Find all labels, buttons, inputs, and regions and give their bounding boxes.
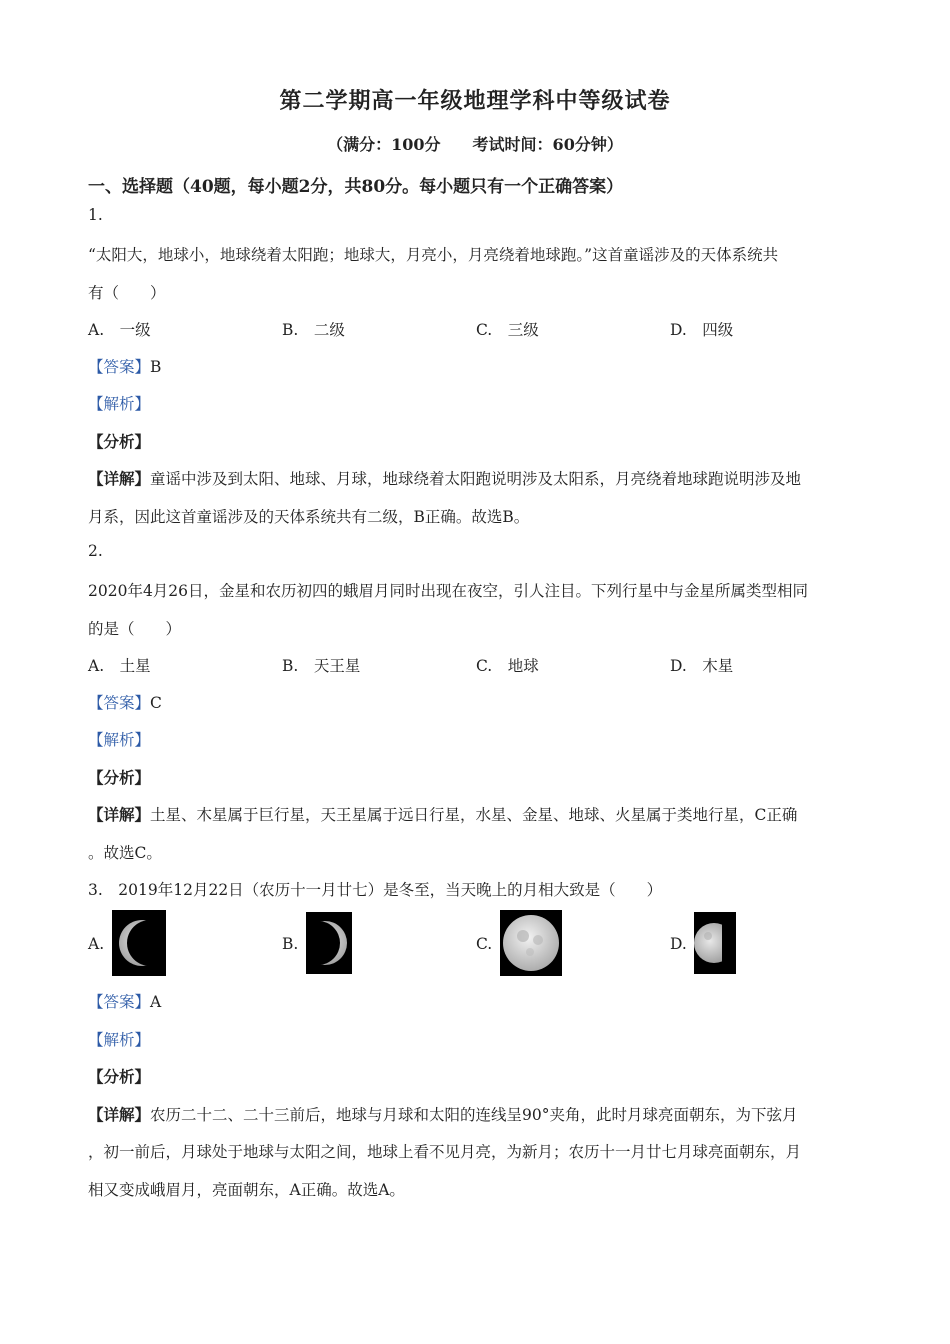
q1-option-c: C. 三级 [476,321,539,339]
q1-detail-text1: 童谣中涉及到太阳、地球、月球，地球绕着太阳跑说明涉及太阳系，月亮绕着地球跑说明涉及地 [150,470,802,488]
moon-crescent-west-image [306,912,352,974]
moon-gibbous-icon [694,912,736,974]
q2-option-d: D. 木星 [670,657,734,675]
q1-option-b: B. 二级 [282,321,345,339]
moon-full-image [500,910,562,976]
q3-detail-text1: 农历二十二、二十三前后，地球与月球和太阳的连线呈90°夹角，此时月球亮面朝东，为下弦月 [150,1106,798,1124]
q2-number: 2. [88,542,103,560]
moon-crescent-west-icon [306,912,352,974]
moon-full-icon [500,910,562,976]
q1-stem-line2: 有（ ） [88,284,166,302]
q2-stem-line1: 2020年4月26日，金星和农历初四的蛾眉月同时出现在夜空，引人注目。下列行星中与金星所属类型相同 [88,582,809,600]
moon-crescent-east-icon [112,910,166,976]
q2-option-b: B. 天王星 [282,657,361,675]
q1-stem-line1: “太阳大，地球小，地球绕着太阳跑；地球大，月亮小，月亮绕着地球跑。”这首童谣涉及的天体系统共 [88,246,779,264]
q2-option-c: C. 地球 [476,657,539,675]
q3-answer-value: A [150,993,162,1011]
moon-crescent-east-image [112,910,166,976]
q1-detail-label: 【详解】 [88,469,151,488]
q1-answer-value: B [150,358,162,376]
q1-answer-label: 【答案】 [88,358,151,376]
q1-fenxi-label: 【分析】 [88,432,151,451]
q3-detail-line2: ，初一前后，月球处于地球与太阳之间，地球上看不见月亮，为新月；农历十一月廿七月球亮面朝东，月 [88,1143,802,1161]
q3-analysis-label: 【解析】 [88,1031,151,1049]
q3-detail-line3: 相又变成峨眉月，亮面朝东，A正确。故选A。 [88,1181,405,1199]
q3-detail-line1 [88,1103,798,1125]
q2-detail-line2: 。故选C。 [88,844,162,862]
q1-detail-line1 [88,467,801,489]
q3-option-d: D. [670,935,687,953]
q2-analysis-label: 【解析】 [88,731,151,749]
q1-option-d: D. 四级 [670,321,734,339]
q2-detail-line1 [88,803,797,825]
q1-option-a: A. 一级 [88,321,151,339]
q3-option-c: C. [476,935,493,953]
q2-detail-label: 【详解】 [88,805,151,824]
q2-fenxi-label: 【分析】 [88,768,151,787]
exam-title: 第二学期高一年级地理学科中等级试卷 [279,88,671,114]
q2-detail-text1: 土星、木星属于巨行星，天王星属于远日行星，水星、金星、地球、火星属于类地行星，C正确 [150,806,798,824]
q1-analysis-label: 【解析】 [88,395,151,413]
q3-stem-line1: 3. 2019年12月22日（农历十一月廿七）是冬至，当天晚上的月相大致是（ ） [88,881,663,899]
q2-answer-row [88,691,162,713]
q2-answer-label: 【答案】 [88,694,151,712]
q1-number: 1. [88,206,103,224]
section-heading: 一、选择题（40题，每小题2分，共80分。每小题只有一个正确答案） [88,177,624,197]
moon-gibbous-image [694,912,736,974]
q3-option-a: A. [88,935,105,953]
q2-stem-line2: 的是（ ） [88,620,182,638]
q2-option-a: A. 土星 [88,657,151,675]
q3-fenxi-label: 【分析】 [88,1067,151,1086]
q3-answer-label: 【答案】 [88,993,151,1011]
exam-subtitle: （满分：100分 考试时间：60分钟） [327,135,623,154]
q2-answer-value: C [150,694,162,712]
q1-answer-row [88,355,161,377]
q3-answer-row [88,990,161,1012]
q3-option-b: B. [282,935,299,953]
q3-detail-label: 【详解】 [88,1105,151,1124]
q1-detail-line2: 月系，因此这首童谣涉及的天体系统共有二级，B正确。故选B。 [88,508,530,526]
